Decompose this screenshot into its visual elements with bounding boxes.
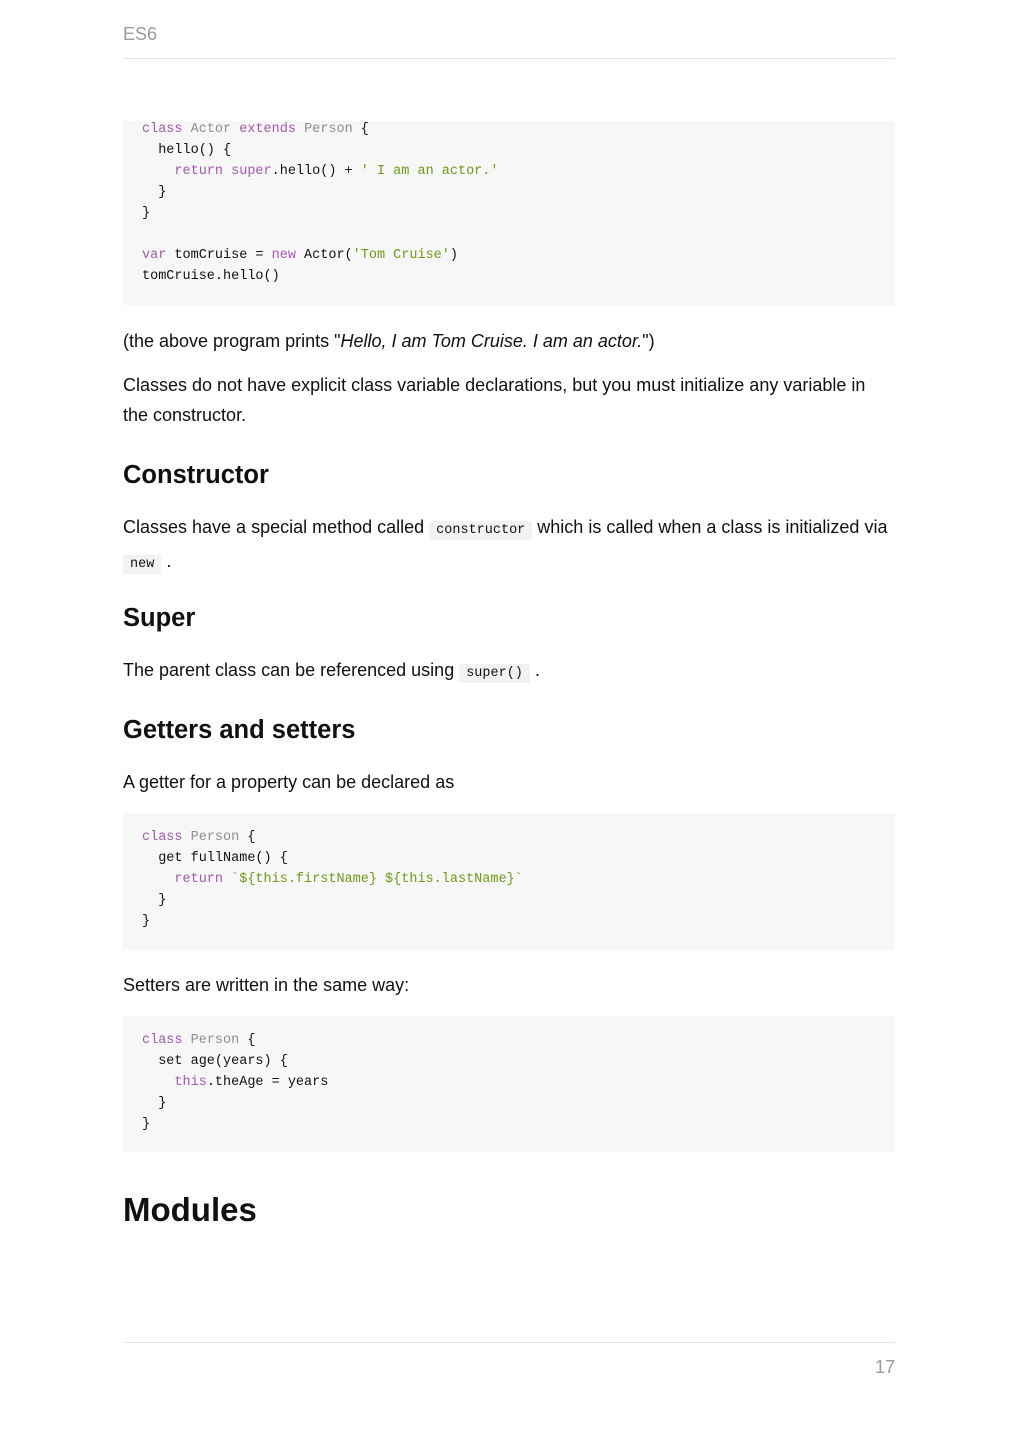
code-string: ' I am an actor.' (360, 164, 499, 179)
text-span: which is called when a class is initialized via (532, 517, 888, 537)
paragraph-constructor (123, 512, 895, 580)
italic-text: Hello, I am Tom Cruise. I am an actor. (340, 331, 643, 351)
code-line (142, 827, 895, 848)
code-line: } (142, 893, 167, 908)
code-keyword: extends (239, 122, 296, 137)
code-keyword: this (174, 1075, 207, 1090)
code-line: get fullName() { (142, 851, 288, 866)
paragraph-super (123, 655, 895, 689)
text-span: ") (642, 331, 655, 351)
page-number: 17 (874, 1357, 895, 1377)
inline-code: super() (459, 664, 530, 683)
code-class-name: Actor (190, 122, 232, 137)
code-keyword: return (174, 872, 224, 887)
code-text: tomCruise = (166, 248, 272, 263)
code-text: .theAge = years (206, 1075, 329, 1090)
code-line (142, 1030, 895, 1051)
code-keyword: var (142, 248, 167, 263)
heading-super: Super (123, 604, 196, 632)
code-line (142, 121, 895, 140)
text-span: . (166, 551, 172, 571)
code-text (183, 830, 191, 845)
code-class-name: Person (190, 1033, 240, 1048)
code-line (142, 224, 895, 245)
code-string: `${this.firstName} ${this.lastName}` (231, 872, 523, 887)
text-span: Classes have a special method called (123, 517, 430, 537)
code-keyword: class (142, 830, 183, 845)
code-keyword: new (271, 248, 296, 263)
code-line (142, 869, 895, 890)
code-text: ) (449, 248, 458, 263)
code-indent (142, 164, 174, 179)
code-line: } (142, 1117, 151, 1132)
code-block-getter (123, 813, 895, 950)
heading-constructor: Constructor (123, 461, 269, 489)
code-block-actor (123, 121, 895, 305)
code-text: .hello() + (271, 164, 361, 179)
code-text (223, 872, 231, 887)
code-keyword: super (231, 164, 272, 179)
code-line (142, 161, 895, 182)
code-text (296, 122, 304, 137)
code-text (183, 122, 191, 137)
code-string: 'Tom Cruise' (352, 248, 450, 263)
code-text: { (239, 830, 256, 845)
code-block-setter (123, 1016, 895, 1152)
code-line (142, 1072, 895, 1093)
code-line: } (142, 914, 151, 929)
code-keyword: class (142, 122, 183, 137)
text-span: . (534, 660, 540, 680)
code-class-name: Person (304, 122, 353, 137)
code-line: set age(years) { (142, 1054, 288, 1069)
paragraph-getter: A getter for a property can be declared as (123, 772, 455, 792)
paragraph-setter: Setters are written in the same way: (123, 975, 410, 995)
code-class-name: Person (190, 830, 240, 845)
code-keyword: return (174, 164, 224, 179)
code-indent (142, 872, 174, 887)
code-text: { (239, 1033, 256, 1048)
code-line: } (142, 206, 151, 221)
inline-code: new (123, 555, 161, 574)
heading-modules: Modules (123, 1191, 257, 1228)
heading-getters-setters: Getters and setters (123, 716, 356, 744)
code-line: } (142, 185, 167, 200)
code-line: hello() { (142, 143, 232, 158)
code-line (142, 245, 895, 266)
page-header (123, 22, 895, 59)
page-footer (123, 1342, 895, 1383)
code-text: { (352, 122, 369, 137)
code-text: Actor( (295, 248, 353, 263)
code-text (223, 164, 231, 179)
code-keyword: class (142, 1033, 183, 1048)
inline-code: constructor (429, 521, 532, 540)
code-line: } (142, 1096, 167, 1111)
code-indent (142, 1075, 174, 1090)
paragraph-class-variables: Classes do not have explicit class variable declarations, but you must initialize any variable in the constructor. (123, 375, 866, 425)
code-text (183, 1033, 191, 1048)
text-span: (the above program prints " (123, 331, 341, 351)
text-span: The parent class can be referenced using (123, 660, 460, 680)
code-line: tomCruise.hello() (142, 269, 280, 284)
paragraph-output-note (123, 326, 895, 356)
header-title: ES6 (123, 24, 158, 44)
